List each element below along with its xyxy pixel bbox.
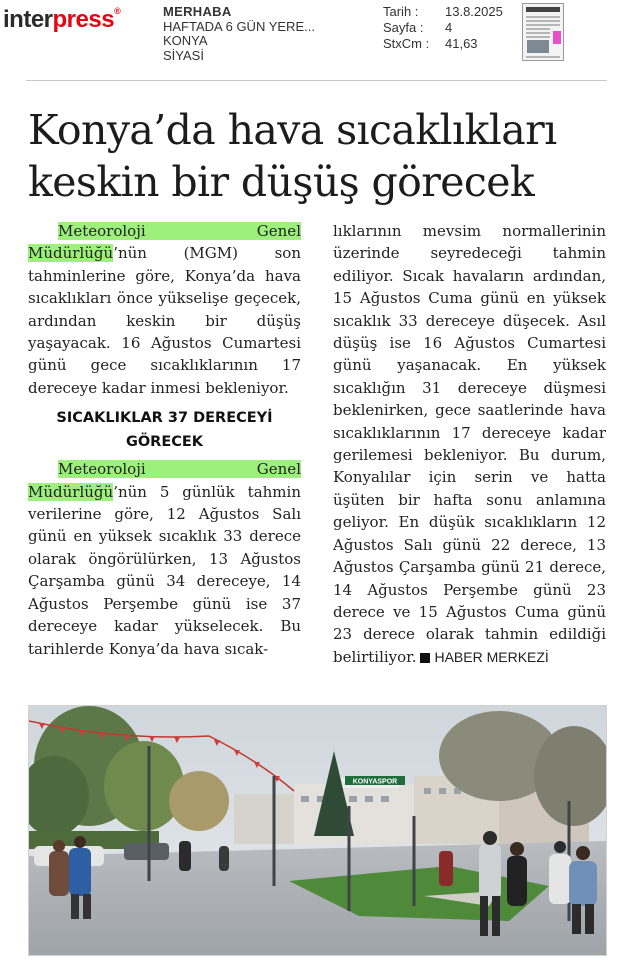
byline: HABER MERKEZİ	[434, 648, 549, 665]
article-headline: Konya’da hava sıcaklıkları keskin bir düşüş görecek	[28, 106, 557, 206]
highlighted-keyword: Meteoroloji Genel Müdürlüğü	[28, 222, 301, 263]
clipping-meta	[383, 4, 513, 52]
interpress-logo: interpress®	[3, 6, 121, 33]
article-column-left	[28, 220, 301, 660]
header-divider	[26, 80, 607, 81]
konyaspor-sign: KONYASPOR	[352, 778, 398, 786]
paragraph-forecast-continued: lıklarının mevsim normallerinin üzerinde seyredeceği tahmin ediliyor. Sıcak havaların ardından, 15 Ağustos Cuma günü en yüksek sıcaklık 33 dereceye düşecek. Asıl düşüş ise 16 Ağustos Cumartesi günü yaşanacak. En yüksek sıcaklığın 31 dereceye düşmesi beklenirken, gece saatlerinde hava sıcaklıklarının 17 dereceye kadar gerilemesi bekleniyor. Bu durum, Konyalılar için serin ve hatta üşüten bir hafta sonu anlamına geliyor. En düşük sıcaklıkların 12 Ağustos Salı günü 22 derece, 13 Ağustos Çarşamba günü 21 derece, 14 Ağustos Perşembe günü 23 derece ve 15 Ağustos Cuma günü 23 derece olarak tahmin edildiği belirtiliyor. HABER MERKEZİ	[333, 222, 606, 666]
meta-date-row: Tarih : 13.8.2025	[383, 4, 503, 19]
article-subhead: SICAKLIKLAR 37 DERECEYİ GÖRECEK	[56, 410, 273, 451]
paragraph-intro: Meteoroloji Genel Müdürlüğü’nün (MGM) son tahminlerine göre, Konya’da hava sıcaklıkları önce yükselişe geçecek, ardından keskin bir düşüş yaşayacak. 16 Ağustos Cumartesi günü gece sıcaklıklarının 17 dereceye kadar inmesi bekleniyor.	[28, 222, 301, 397]
street-photo	[28, 705, 607, 956]
page-thumbnail[interactable]	[522, 3, 564, 61]
meta-page-value: 4	[445, 20, 453, 35]
paragraph-forecast: Meteoroloji Genel Müdürlüğü’nün 5 günlük tahmin verilerine göre, 12 Ağustos Salı günü en yüksek sıcaklık 33 derece olarak öngörülürken, 13 Ağustos Çarşamba günü 34 dereceye, 14 Ağustos Perşembe günü ise 37 dereceye kadar yükselecek. Bu tarihlerde Konya’da hava sıcak-	[28, 460, 301, 658]
end-mark-icon	[420, 653, 430, 663]
publication-name: MERHABA	[163, 4, 232, 19]
highlighted-keyword: Meteoroloji Genel Müdürlüğü	[28, 460, 301, 501]
publication-info	[163, 5, 343, 63]
meta-stxcm-row: StxCm : 41,63	[383, 36, 478, 51]
publication-city: KONYA	[163, 33, 208, 48]
article-column-right	[333, 220, 606, 668]
meta-stxcm-value: 41,63	[445, 36, 478, 51]
publication-category: SİYASİ	[163, 47, 204, 63]
meta-page-row: Sayfa : 4	[383, 20, 453, 35]
meta-date-value: 13.8.2025	[445, 4, 503, 19]
publication-frequency: HAFTADA 6 GÜN YERE...	[163, 18, 315, 34]
